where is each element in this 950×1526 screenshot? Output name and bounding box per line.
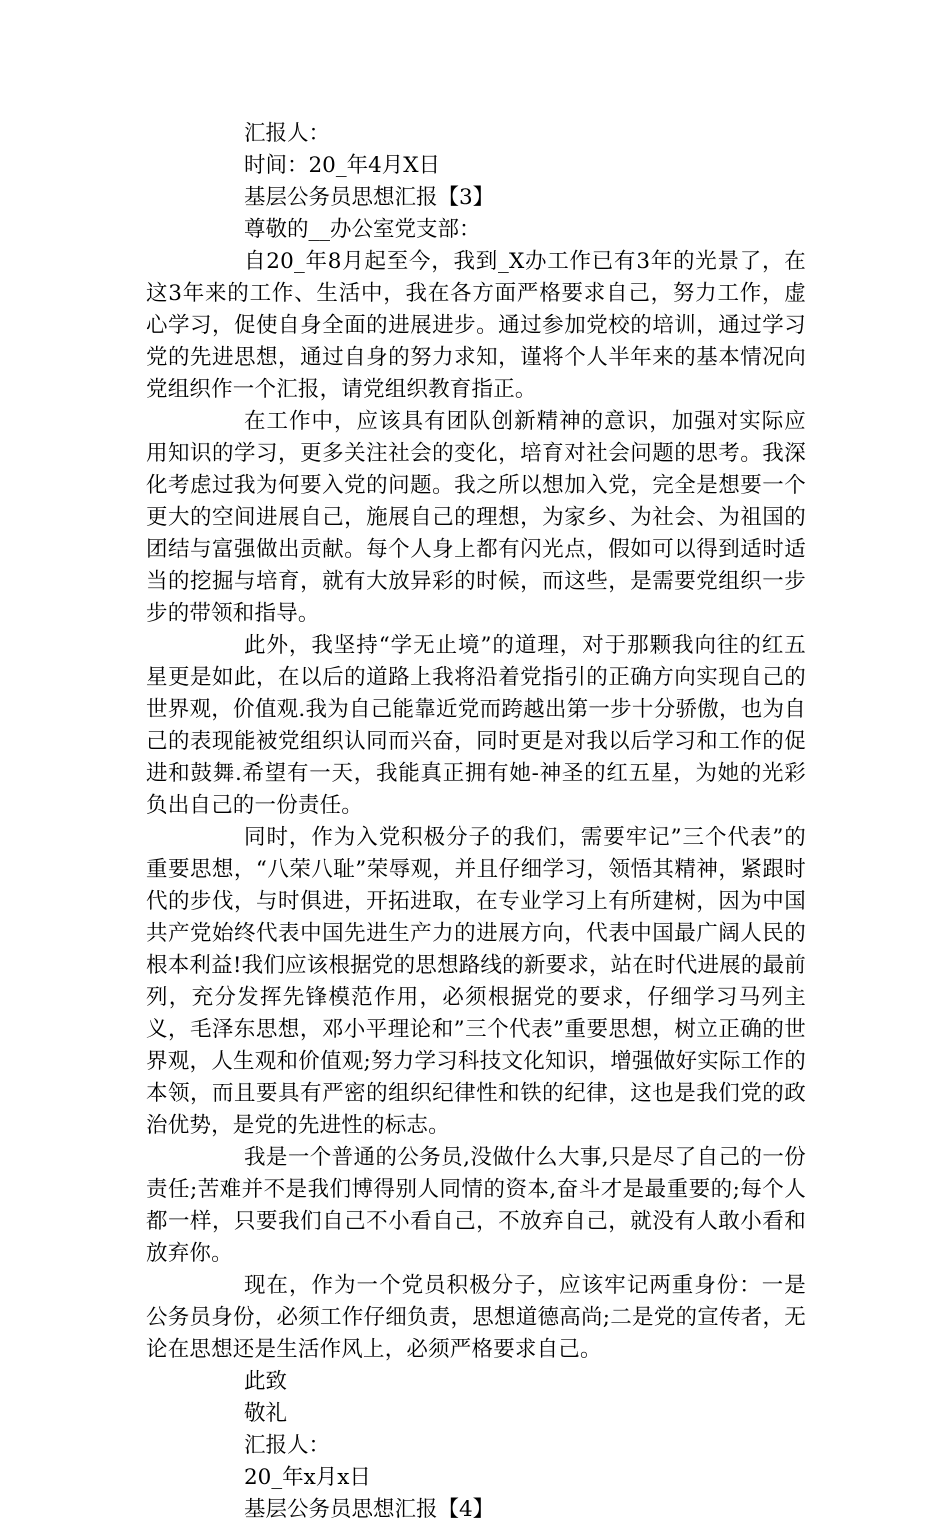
next-section-title: 基层公务员思想汇报【4】 <box>244 1497 495 1522</box>
paragraph-2: 在工作中，应该具有团队创新精神的意识，加强对实际应用知识的学习，更多关注社会的变化，培育对社会问题的思考。我深化考虑过我为何要入党的问题。我之所以想加入党，完全是想要一个更大的空间进展自己，施展自己的理想，为家乡、为社会、为祖国的团结与富强做出贡献。每个人身上都有闪光点，假如可以得到适时适当的挖掘与培育，就有大放异彩的时候，而这些，是需要党组织一步步的带领和指导。 <box>146 409 806 626</box>
paragraph-5: 我是一个普通的公务员,没做什么大事,只是尽了自己的一份责任;苦难并不是我们博得别人同情的资本,奋斗才是最重要的;每个人都一样，只要我们自己不小看自己，不放弃自己，就没有人敢小看和放弃你。 <box>146 1145 806 1266</box>
closing-ci-zhi: 此致 <box>244 1369 288 1394</box>
paragraph-3: 此外，我坚持“学无止境”的道理，对于那颗我向往的红五星更是如此，在以后的道路上我将沿着党指引的正确方向实现自己的世界观，价值观.我为自己能靠近党而跨越出第一步十分骄傲，也为自己的表现能被党组织认同而兴奋，同时更是对我以后学习和工作的促进和鼓舞.希望有一天，我能真正拥有她-神圣的红五星，为她的光彩负出自己的一份责任。 <box>146 633 806 818</box>
paragraph-6: 现在，作为一个党员积极分子，应该牢记两重身份：一是公务员身份，必须工作仔细负责，思想道德高尚;二是党的宣传者，无论在思想还是生活作风上，必须严格要求自己。 <box>146 1273 806 1362</box>
reporter-line: 汇报人： <box>244 121 331 146</box>
section-title: 基层公务员思想汇报【3】 <box>244 185 495 210</box>
closing-reporter: 汇报人： <box>244 1433 331 1458</box>
salutation: 尊敬的__办公室党支部： <box>244 217 481 242</box>
paragraph-4: 同时，作为入党积极分子的我们，需要牢记”三个代表”的重要思想，“八荣八耻”荣辱观，并且仔细学习，领悟其精神，紧跟时代的步伐，与时俱进，开拓进取，在专业学习上有所建树，因为中国共产党始终代表中国先进生产力的进展方向，代表中国最广阔人民的根本利益!我们应该根据党的思想路线的新要求，站在时代进展的最前列，充分发挥先锋模范作用，必须根据党的要求，仔细学习马列主义，毛泽东思想，邓小平理论和”三个代表”重要思想，树立正确的世界观，人生观和价值观;努力学习科技文化知识，增强做好实际工作的本领，而且要具有严密的组织纪律性和铁的纪律，这也是我们党的政治优势，是党的先进性的标志。 <box>146 825 806 1138</box>
document-body <box>146 118 806 1526</box>
closing-jing-li: 敬礼 <box>244 1401 288 1426</box>
closing-date: 20_年x月x日 <box>244 1465 371 1490</box>
paragraph-1: 自20_年8月起至今，我到_X办工作已有3年的光景了，在这3年来的工作、生活中，我在各方面严格要求自己，努力工作，虚心学习，促使自身全面的进展进步。通过参加党校的培训，通过学习党的先进思想，通过自身的努力求知，谨将个人半年来的基本情况向党组织作一个汇报，请党组织教育指正。 <box>146 249 806 402</box>
time-line: 时间：20_年4月X日 <box>244 153 441 178</box>
